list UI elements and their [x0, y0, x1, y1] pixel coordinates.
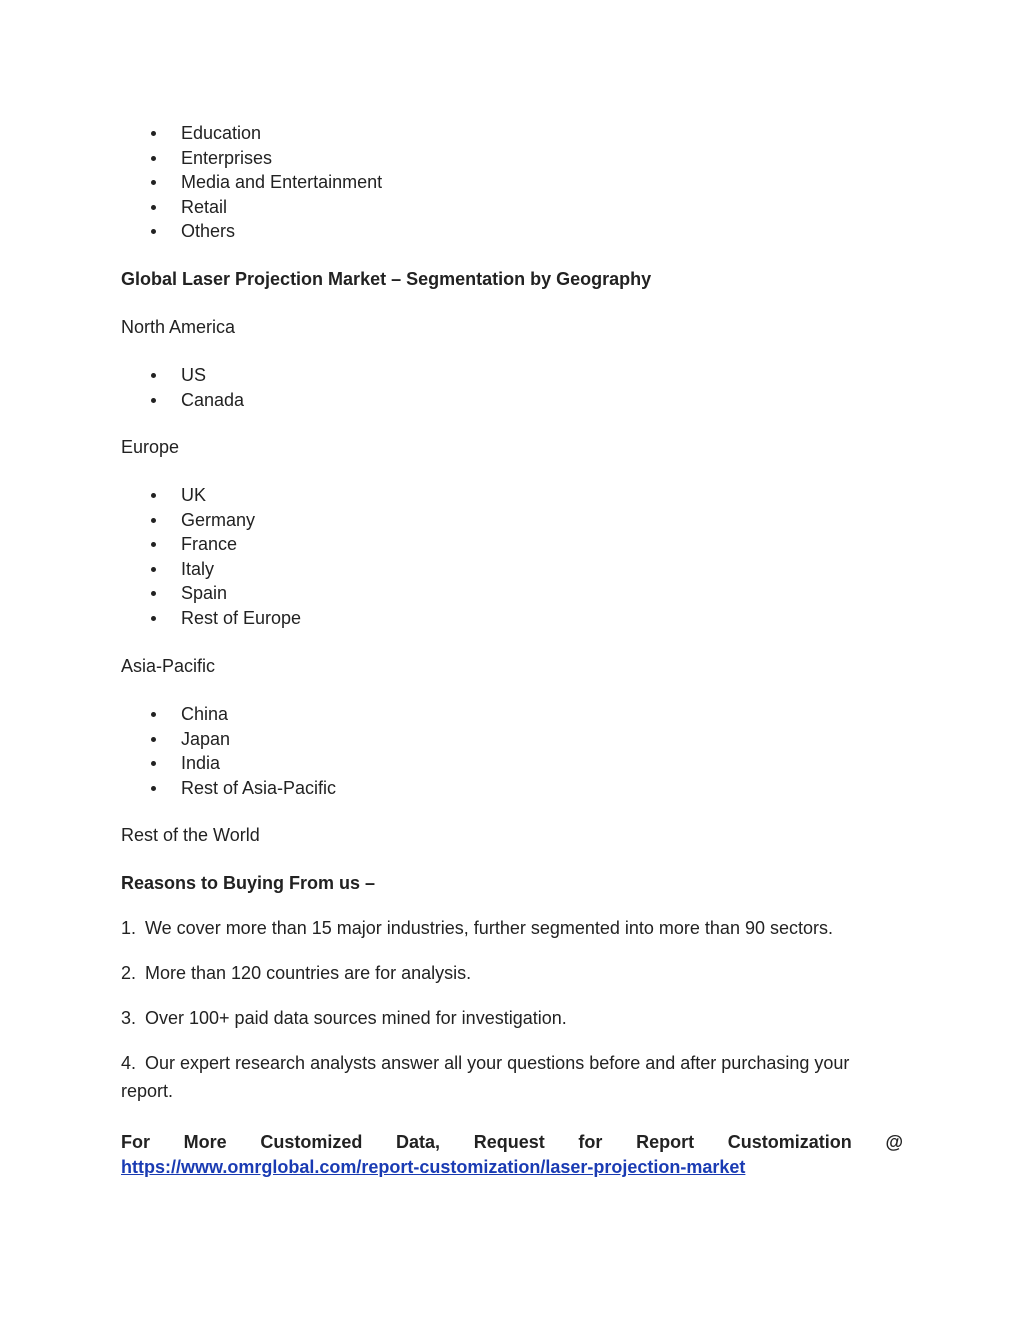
- reason-text: More than 120 countries are for analysis.: [145, 963, 472, 983]
- bullet-icon: [151, 180, 156, 185]
- bullet-icon: [151, 493, 156, 498]
- list-item-label: Germany: [181, 509, 256, 530]
- reason-text: Over 100+ paid data sources mined for investigation.: [145, 1008, 567, 1028]
- list-item: [0, 532, 301, 557]
- list-item-label: Spain: [181, 583, 228, 603]
- list-item-label: China: [181, 704, 229, 724]
- reason-number: 1.: [121, 918, 137, 938]
- customization-link[interactable]: https://www.omrglobal.com/report-customization/laser-projection-market: [121, 1157, 746, 1177]
- list-item: [0, 146, 382, 171]
- cta-word: More: [183, 1132, 227, 1152]
- list-item: [0, 219, 382, 244]
- list-item: [0, 121, 382, 146]
- reason-text: Our expert research analysts answer all your questions before and after purchasing your report.: [121, 1053, 850, 1101]
- list-item: [0, 727, 336, 752]
- reason-number: 4.: [121, 1053, 137, 1073]
- list-item-label: Enterprises: [181, 147, 273, 168]
- list-item-label: Media and Entertainment: [181, 172, 383, 192]
- list-item: [0, 751, 336, 776]
- list-item-label: France: [181, 534, 238, 554]
- list-item-label: Rest of Asia-Pacific: [181, 777, 337, 798]
- geography-heading: Global Laser Projection Market – Segmentation by Geography: [121, 269, 652, 289]
- bullet-icon: [151, 156, 156, 161]
- list-item: [0, 170, 382, 195]
- list-item: [0, 195, 382, 220]
- list-item: [0, 508, 301, 533]
- list-item-label: UK: [181, 485, 207, 505]
- cta-word: @: [885, 1132, 903, 1152]
- asia-pacific-list: [0, 702, 336, 800]
- bullet-icon: [151, 567, 156, 572]
- cta-word: Request: [473, 1132, 545, 1152]
- customization-cta: [121, 1130, 903, 1154]
- list-item: [0, 557, 301, 582]
- bullet-icon: [151, 737, 156, 742]
- bullet-icon: [151, 373, 156, 378]
- reason-item: [121, 1004, 903, 1032]
- reason-item: [121, 914, 903, 942]
- cta-word: Data,: [396, 1132, 441, 1152]
- bullet-icon: [151, 712, 156, 717]
- list-item-label: US: [181, 365, 207, 385]
- list-item-label: Others: [181, 221, 236, 241]
- list-item-label: Japan: [181, 728, 231, 749]
- reason-number: 2.: [121, 963, 137, 983]
- list-item: [0, 702, 336, 727]
- reason-item: [121, 1049, 903, 1105]
- list-item: [0, 388, 244, 413]
- bullet-icon: [151, 205, 156, 210]
- cta-word: Customization: [727, 1132, 852, 1152]
- cta-link-line: [121, 1155, 745, 1179]
- reasons-heading: Reasons to Buying From us –: [121, 873, 376, 893]
- list-item: [0, 606, 301, 631]
- list-item: [0, 581, 301, 606]
- bullet-icon: [151, 131, 156, 136]
- list-item: [0, 776, 336, 801]
- bullet-icon: [151, 761, 156, 766]
- reason-text: We cover more than 15 major industries, further segmented into more than 90 sectors.: [145, 918, 833, 938]
- region-label-asia-pacific: Asia-Pacific: [121, 656, 216, 676]
- cta-word: Customized: [260, 1132, 363, 1152]
- list-item: [0, 483, 301, 508]
- region-label-north-america: North America: [121, 317, 236, 337]
- bullet-icon: [151, 398, 156, 403]
- region-label-rest-of-world: Rest of the World: [121, 825, 260, 845]
- bullet-icon: [151, 542, 156, 547]
- list-item: [0, 363, 244, 388]
- bullet-icon: [151, 616, 156, 621]
- reason-item: [121, 959, 903, 987]
- list-item-label: Rest of Europe: [181, 607, 302, 628]
- north-america-list: [0, 363, 244, 412]
- region-label-europe: Europe: [121, 437, 180, 457]
- list-item-label: Education: [181, 123, 262, 143]
- cta-word: for: [578, 1132, 603, 1152]
- europe-list: [0, 483, 301, 630]
- bullet-icon: [151, 229, 156, 234]
- list-item-label: Retail: [181, 196, 228, 217]
- bullet-icon: [151, 786, 156, 791]
- reason-number: 3.: [121, 1008, 137, 1028]
- list-item-label: Canada: [181, 389, 245, 410]
- bullet-icon: [151, 591, 156, 596]
- end-user-list: [0, 121, 382, 244]
- list-item-label: Italy: [181, 558, 215, 579]
- cta-word: Report: [636, 1132, 695, 1152]
- bullet-icon: [151, 518, 156, 523]
- cta-word: For: [121, 1132, 150, 1152]
- list-item-label: India: [181, 753, 221, 773]
